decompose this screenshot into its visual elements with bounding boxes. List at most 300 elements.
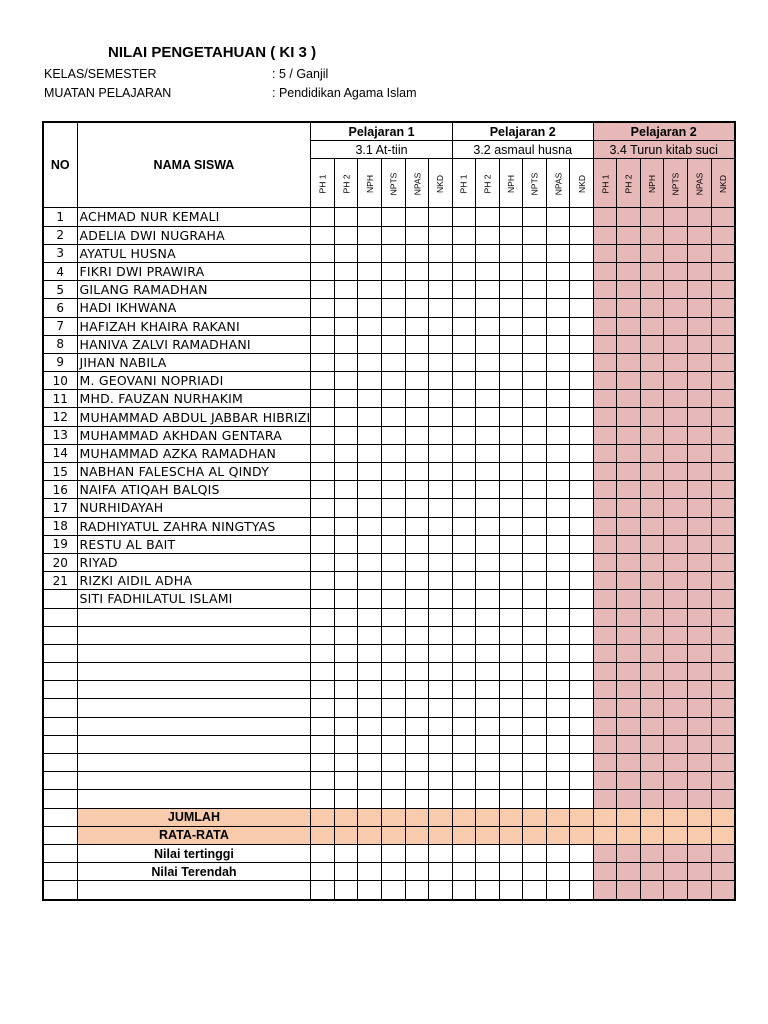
- score-cell[interactable]: [640, 772, 664, 790]
- score-cell[interactable]: [334, 572, 358, 590]
- score-cell[interactable]: [499, 299, 523, 317]
- score-cell[interactable]: [334, 735, 358, 753]
- score-cell[interactable]: [664, 808, 688, 826]
- score-cell[interactable]: [687, 699, 711, 717]
- score-cell[interactable]: [593, 844, 617, 862]
- score-cell[interactable]: [617, 881, 641, 900]
- score-cell[interactable]: [687, 517, 711, 535]
- score-cell[interactable]: [687, 299, 711, 317]
- score-cell[interactable]: [334, 408, 358, 426]
- score-cell[interactable]: [334, 299, 358, 317]
- score-cell[interactable]: [640, 553, 664, 571]
- score-cell[interactable]: [381, 353, 405, 371]
- score-cell[interactable]: [664, 390, 688, 408]
- score-cell[interactable]: [546, 863, 570, 881]
- score-cell[interactable]: [311, 408, 335, 426]
- score-cell[interactable]: [381, 372, 405, 390]
- score-cell[interactable]: [429, 608, 453, 626]
- score-cell[interactable]: [523, 754, 547, 772]
- score-cell[interactable]: [311, 426, 335, 444]
- score-cell[interactable]: [546, 426, 570, 444]
- score-cell[interactable]: [664, 608, 688, 626]
- score-cell[interactable]: [334, 426, 358, 444]
- score-cell[interactable]: [640, 844, 664, 862]
- score-cell[interactable]: [405, 262, 429, 280]
- score-cell[interactable]: [570, 535, 594, 553]
- score-cell[interactable]: [593, 826, 617, 844]
- score-cell[interactable]: [429, 553, 453, 571]
- score-cell[interactable]: [523, 699, 547, 717]
- score-cell[interactable]: [687, 735, 711, 753]
- score-cell[interactable]: [593, 499, 617, 517]
- score-cell[interactable]: [334, 772, 358, 790]
- score-cell[interactable]: [523, 772, 547, 790]
- score-cell[interactable]: [664, 353, 688, 371]
- score-cell[interactable]: [429, 317, 453, 335]
- score-cell[interactable]: [570, 463, 594, 481]
- score-cell[interactable]: [640, 717, 664, 735]
- score-cell[interactable]: [687, 499, 711, 517]
- score-cell[interactable]: [499, 590, 523, 608]
- score-cell[interactable]: [499, 772, 523, 790]
- score-cell[interactable]: [617, 426, 641, 444]
- score-cell[interactable]: [617, 590, 641, 608]
- score-cell[interactable]: [499, 553, 523, 571]
- score-cell[interactable]: [593, 790, 617, 808]
- score-cell[interactable]: [358, 426, 382, 444]
- score-cell[interactable]: [476, 372, 500, 390]
- score-cell[interactable]: [664, 463, 688, 481]
- score-cell[interactable]: [617, 626, 641, 644]
- score-cell[interactable]: [334, 826, 358, 844]
- score-cell[interactable]: [381, 281, 405, 299]
- score-cell[interactable]: [593, 426, 617, 444]
- score-cell[interactable]: [476, 299, 500, 317]
- score-cell[interactable]: [358, 353, 382, 371]
- score-cell[interactable]: [499, 408, 523, 426]
- score-cell[interactable]: [381, 754, 405, 772]
- score-cell[interactable]: [546, 717, 570, 735]
- score-cell[interactable]: [405, 808, 429, 826]
- score-cell[interactable]: [593, 735, 617, 753]
- score-cell[interactable]: [358, 262, 382, 280]
- score-cell[interactable]: [711, 372, 735, 390]
- score-cell[interactable]: [452, 226, 476, 244]
- score-cell[interactable]: [711, 808, 735, 826]
- score-cell[interactable]: [687, 390, 711, 408]
- score-cell[interactable]: [640, 608, 664, 626]
- score-cell[interactable]: [429, 772, 453, 790]
- score-cell[interactable]: [405, 608, 429, 626]
- score-cell[interactable]: [334, 372, 358, 390]
- score-cell[interactable]: [546, 481, 570, 499]
- score-cell[interactable]: [311, 535, 335, 553]
- score-cell[interactable]: [499, 499, 523, 517]
- score-cell[interactable]: [476, 553, 500, 571]
- score-cell[interactable]: [687, 844, 711, 862]
- score-cell[interactable]: [499, 808, 523, 826]
- score-cell[interactable]: [311, 826, 335, 844]
- score-cell[interactable]: [664, 663, 688, 681]
- score-cell[interactable]: [499, 353, 523, 371]
- score-cell[interactable]: [523, 463, 547, 481]
- score-cell[interactable]: [499, 244, 523, 262]
- score-cell[interactable]: [452, 262, 476, 280]
- score-cell[interactable]: [405, 481, 429, 499]
- score-cell[interactable]: [476, 444, 500, 462]
- score-cell[interactable]: [429, 335, 453, 353]
- score-cell[interactable]: [429, 844, 453, 862]
- score-cell[interactable]: [523, 317, 547, 335]
- score-cell[interactable]: [687, 262, 711, 280]
- score-cell[interactable]: [381, 553, 405, 571]
- score-cell[interactable]: [664, 754, 688, 772]
- score-cell[interactable]: [546, 317, 570, 335]
- score-cell[interactable]: [476, 353, 500, 371]
- score-cell[interactable]: [358, 790, 382, 808]
- score-cell[interactable]: [476, 390, 500, 408]
- score-cell[interactable]: [429, 699, 453, 717]
- score-cell[interactable]: [476, 735, 500, 753]
- score-cell[interactable]: [311, 517, 335, 535]
- score-cell[interactable]: [311, 608, 335, 626]
- score-cell[interactable]: [570, 735, 594, 753]
- score-cell[interactable]: [711, 553, 735, 571]
- score-cell[interactable]: [452, 535, 476, 553]
- score-cell[interactable]: [687, 790, 711, 808]
- score-cell[interactable]: [523, 499, 547, 517]
- score-cell[interactable]: [476, 681, 500, 699]
- score-cell[interactable]: [523, 572, 547, 590]
- score-cell[interactable]: [499, 426, 523, 444]
- score-cell[interactable]: [311, 244, 335, 262]
- score-cell[interactable]: [311, 863, 335, 881]
- score-cell[interactable]: [476, 281, 500, 299]
- score-cell[interactable]: [664, 790, 688, 808]
- score-cell[interactable]: [499, 608, 523, 626]
- score-cell[interactable]: [499, 335, 523, 353]
- score-cell[interactable]: [381, 808, 405, 826]
- score-cell[interactable]: [429, 481, 453, 499]
- score-cell[interactable]: [546, 390, 570, 408]
- score-cell[interactable]: [523, 372, 547, 390]
- score-cell[interactable]: [593, 335, 617, 353]
- score-cell[interactable]: [546, 499, 570, 517]
- score-cell[interactable]: [429, 299, 453, 317]
- score-cell[interactable]: [358, 608, 382, 626]
- score-cell[interactable]: [711, 517, 735, 535]
- score-cell[interactable]: [640, 353, 664, 371]
- score-cell[interactable]: [429, 790, 453, 808]
- score-cell[interactable]: [358, 735, 382, 753]
- score-cell[interactable]: [452, 699, 476, 717]
- score-cell[interactable]: [499, 372, 523, 390]
- score-cell[interactable]: [452, 772, 476, 790]
- score-cell[interactable]: [570, 663, 594, 681]
- score-cell[interactable]: [452, 317, 476, 335]
- score-cell[interactable]: [593, 517, 617, 535]
- score-cell[interactable]: [711, 826, 735, 844]
- score-cell[interactable]: [640, 317, 664, 335]
- score-cell[interactable]: [546, 517, 570, 535]
- score-cell[interactable]: [358, 299, 382, 317]
- score-cell[interactable]: [452, 572, 476, 590]
- score-cell[interactable]: [593, 390, 617, 408]
- score-cell[interactable]: [640, 626, 664, 644]
- score-cell[interactable]: [593, 699, 617, 717]
- score-cell[interactable]: [381, 626, 405, 644]
- score-cell[interactable]: [711, 626, 735, 644]
- score-cell[interactable]: [570, 844, 594, 862]
- score-cell[interactable]: [664, 844, 688, 862]
- score-cell[interactable]: [570, 699, 594, 717]
- score-cell[interactable]: [405, 626, 429, 644]
- score-cell[interactable]: [405, 208, 429, 226]
- score-cell[interactable]: [593, 208, 617, 226]
- score-cell[interactable]: [687, 772, 711, 790]
- score-cell[interactable]: [640, 644, 664, 662]
- score-cell[interactable]: [617, 553, 641, 571]
- score-cell[interactable]: [452, 626, 476, 644]
- score-cell[interactable]: [358, 754, 382, 772]
- score-cell[interactable]: [711, 844, 735, 862]
- score-cell[interactable]: [687, 663, 711, 681]
- score-cell[interactable]: [334, 808, 358, 826]
- score-cell[interactable]: [711, 590, 735, 608]
- score-cell[interactable]: [381, 663, 405, 681]
- score-cell[interactable]: [617, 663, 641, 681]
- score-cell[interactable]: [476, 408, 500, 426]
- score-cell[interactable]: [570, 717, 594, 735]
- score-cell[interactable]: [640, 735, 664, 753]
- score-cell[interactable]: [358, 481, 382, 499]
- score-cell[interactable]: [405, 553, 429, 571]
- score-cell[interactable]: [640, 481, 664, 499]
- score-cell[interactable]: [546, 281, 570, 299]
- score-cell[interactable]: [334, 517, 358, 535]
- score-cell[interactable]: [358, 681, 382, 699]
- score-cell[interactable]: [476, 863, 500, 881]
- score-cell[interactable]: [593, 281, 617, 299]
- score-cell[interactable]: [452, 553, 476, 571]
- score-cell[interactable]: [664, 372, 688, 390]
- score-cell[interactable]: [640, 281, 664, 299]
- score-cell[interactable]: [334, 699, 358, 717]
- score-cell[interactable]: [711, 463, 735, 481]
- score-cell[interactable]: [664, 644, 688, 662]
- score-cell[interactable]: [664, 681, 688, 699]
- score-cell[interactable]: [311, 663, 335, 681]
- score-cell[interactable]: [405, 844, 429, 862]
- score-cell[interactable]: [546, 790, 570, 808]
- score-cell[interactable]: [617, 717, 641, 735]
- score-cell[interactable]: [640, 826, 664, 844]
- score-cell[interactable]: [358, 372, 382, 390]
- score-cell[interactable]: [711, 444, 735, 462]
- score-cell[interactable]: [711, 717, 735, 735]
- score-cell[interactable]: [570, 208, 594, 226]
- score-cell[interactable]: [405, 681, 429, 699]
- score-cell[interactable]: [640, 517, 664, 535]
- score-cell[interactable]: [640, 426, 664, 444]
- score-cell[interactable]: [664, 481, 688, 499]
- score-cell[interactable]: [546, 208, 570, 226]
- score-cell[interactable]: [617, 681, 641, 699]
- score-cell[interactable]: [546, 826, 570, 844]
- score-cell[interactable]: [546, 408, 570, 426]
- score-cell[interactable]: [593, 535, 617, 553]
- score-cell[interactable]: [499, 644, 523, 662]
- score-cell[interactable]: [617, 390, 641, 408]
- score-cell[interactable]: [546, 372, 570, 390]
- score-cell[interactable]: [593, 754, 617, 772]
- score-cell[interactable]: [358, 463, 382, 481]
- score-cell[interactable]: [452, 481, 476, 499]
- score-cell[interactable]: [381, 735, 405, 753]
- score-cell[interactable]: [523, 299, 547, 317]
- score-cell[interactable]: [593, 863, 617, 881]
- score-cell[interactable]: [499, 317, 523, 335]
- score-cell[interactable]: [452, 754, 476, 772]
- score-cell[interactable]: [334, 463, 358, 481]
- score-cell[interactable]: [664, 572, 688, 590]
- score-cell[interactable]: [499, 390, 523, 408]
- score-cell[interactable]: [570, 590, 594, 608]
- score-cell[interactable]: [429, 208, 453, 226]
- score-cell[interactable]: [546, 681, 570, 699]
- score-cell[interactable]: [381, 681, 405, 699]
- score-cell[interactable]: [358, 881, 382, 900]
- score-cell[interactable]: [664, 281, 688, 299]
- score-cell[interactable]: [381, 572, 405, 590]
- score-cell[interactable]: [687, 226, 711, 244]
- score-cell[interactable]: [640, 244, 664, 262]
- score-cell[interactable]: [687, 826, 711, 844]
- score-cell[interactable]: [711, 608, 735, 626]
- score-cell[interactable]: [617, 699, 641, 717]
- score-cell[interactable]: [664, 408, 688, 426]
- score-cell[interactable]: [640, 463, 664, 481]
- score-cell[interactable]: [711, 663, 735, 681]
- score-cell[interactable]: [593, 590, 617, 608]
- score-cell[interactable]: [523, 717, 547, 735]
- score-cell[interactable]: [593, 808, 617, 826]
- score-cell[interactable]: [452, 281, 476, 299]
- score-cell[interactable]: [546, 663, 570, 681]
- score-cell[interactable]: [711, 208, 735, 226]
- score-cell[interactable]: [523, 281, 547, 299]
- score-cell[interactable]: [358, 444, 382, 462]
- score-cell[interactable]: [381, 390, 405, 408]
- score-cell[interactable]: [476, 608, 500, 626]
- score-cell[interactable]: [405, 335, 429, 353]
- score-cell[interactable]: [687, 881, 711, 900]
- score-cell[interactable]: [617, 353, 641, 371]
- score-cell[interactable]: [381, 408, 405, 426]
- score-cell[interactable]: [593, 226, 617, 244]
- score-cell[interactable]: [358, 517, 382, 535]
- score-cell[interactable]: [358, 826, 382, 844]
- score-cell[interactable]: [381, 826, 405, 844]
- score-cell[interactable]: [358, 572, 382, 590]
- score-cell[interactable]: [381, 863, 405, 881]
- score-cell[interactable]: [593, 463, 617, 481]
- score-cell[interactable]: [381, 499, 405, 517]
- score-cell[interactable]: [429, 644, 453, 662]
- score-cell[interactable]: [523, 517, 547, 535]
- score-cell[interactable]: [405, 390, 429, 408]
- score-cell[interactable]: [499, 735, 523, 753]
- score-cell[interactable]: [711, 681, 735, 699]
- score-cell[interactable]: [452, 735, 476, 753]
- score-cell[interactable]: [711, 644, 735, 662]
- score-cell[interactable]: [664, 553, 688, 571]
- score-cell[interactable]: [405, 735, 429, 753]
- score-cell[interactable]: [311, 499, 335, 517]
- score-cell[interactable]: [358, 863, 382, 881]
- score-cell[interactable]: [546, 772, 570, 790]
- score-cell[interactable]: [452, 463, 476, 481]
- score-cell[interactable]: [334, 663, 358, 681]
- score-cell[interactable]: [476, 790, 500, 808]
- score-cell[interactable]: [570, 790, 594, 808]
- score-cell[interactable]: [334, 863, 358, 881]
- score-cell[interactable]: [523, 444, 547, 462]
- score-cell[interactable]: [593, 262, 617, 280]
- score-cell[interactable]: [711, 699, 735, 717]
- score-cell[interactable]: [476, 244, 500, 262]
- score-cell[interactable]: [311, 808, 335, 826]
- score-cell[interactable]: [499, 844, 523, 862]
- score-cell[interactable]: [617, 608, 641, 626]
- score-cell[interactable]: [429, 535, 453, 553]
- score-cell[interactable]: [640, 790, 664, 808]
- score-cell[interactable]: [640, 881, 664, 900]
- score-cell[interactable]: [687, 717, 711, 735]
- score-cell[interactable]: [523, 663, 547, 681]
- score-cell[interactable]: [593, 608, 617, 626]
- score-cell[interactable]: [687, 863, 711, 881]
- score-cell[interactable]: [640, 572, 664, 590]
- score-cell[interactable]: [334, 481, 358, 499]
- score-cell[interactable]: [499, 517, 523, 535]
- score-cell[interactable]: [523, 353, 547, 371]
- score-cell[interactable]: [381, 426, 405, 444]
- score-cell[interactable]: [381, 226, 405, 244]
- score-cell[interactable]: [499, 863, 523, 881]
- score-cell[interactable]: [358, 644, 382, 662]
- score-cell[interactable]: [617, 499, 641, 517]
- score-cell[interactable]: [334, 499, 358, 517]
- score-cell[interactable]: [570, 626, 594, 644]
- score-cell[interactable]: [570, 262, 594, 280]
- score-cell[interactable]: [546, 844, 570, 862]
- score-cell[interactable]: [711, 244, 735, 262]
- score-cell[interactable]: [640, 863, 664, 881]
- score-cell[interactable]: [476, 499, 500, 517]
- score-cell[interactable]: [617, 463, 641, 481]
- score-cell[interactable]: [405, 353, 429, 371]
- score-cell[interactable]: [640, 808, 664, 826]
- score-cell[interactable]: [334, 335, 358, 353]
- score-cell[interactable]: [334, 390, 358, 408]
- score-cell[interactable]: [476, 208, 500, 226]
- score-cell[interactable]: [687, 553, 711, 571]
- score-cell[interactable]: [405, 444, 429, 462]
- score-cell[interactable]: [711, 790, 735, 808]
- score-cell[interactable]: [617, 335, 641, 353]
- score-cell[interactable]: [687, 244, 711, 262]
